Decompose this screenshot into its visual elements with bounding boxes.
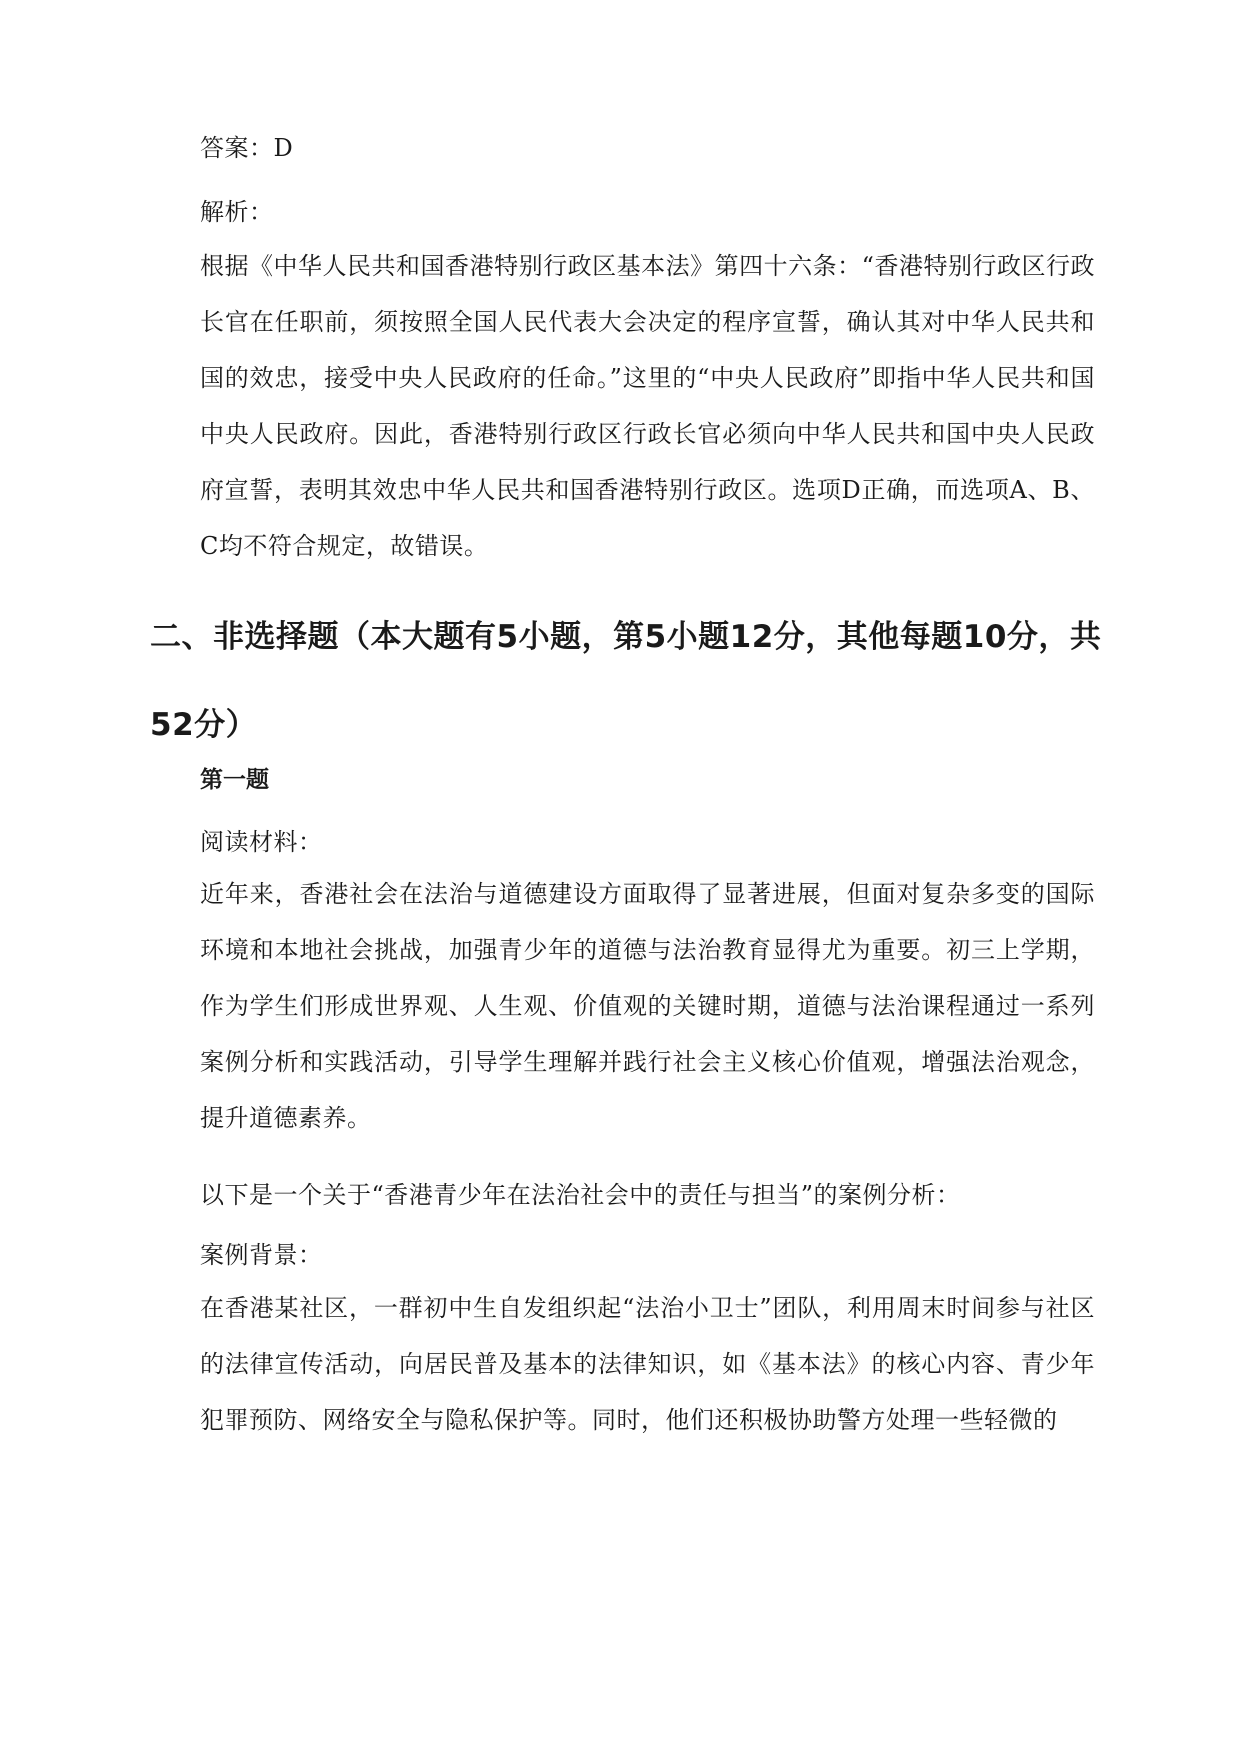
- reading-label: 阅读材料：: [200, 828, 323, 856]
- question-title: 第一题: [200, 767, 269, 793]
- case-background-label: 案例背景：: [200, 1241, 323, 1269]
- analysis-paragraph: 根据《中华人民共和国香港特别行政区基本法》第四十六条：“香港特别行政区行政长官在任职前，须按照全国人民代表大会决定的程序宣誓，确认其对中华人民共和国的效忠，接受中央人民政府的任命。”这里的“中央人民政府”即指中华人民共和国中央人民政府。因此，香港特别行政区行政长官必须向中华人民共和国中央人民政府宣誓，表明其效忠中华人民共和国香港特别行政区。选项D正确，而选项A、B、C均不符合规定，故错误。: [200, 252, 1095, 560]
- section-heading: 二、非选择题（本大题有5小题，第5小题12分，其他每题10分，共52分）: [150, 619, 1102, 743]
- answer-label: 答案：D: [200, 134, 294, 162]
- case-intro: 以下是一个关于“香港青少年在法治社会中的责任与担当”的案例分析：: [200, 1181, 961, 1209]
- reading-paragraph: 近年来，香港社会在法治与道德建设方面取得了显著进展，但面对复杂多变的国际环境和本地社会挑战，加强青少年的道德与法治教育显得尤为重要。初三上学期，作为学生们形成世界观、人生观、价值观的关键时期，道德与法治课程通过一系列案例分析和实践活动，引导学生理解并践行社会主义核心价值观，增强法治观念，提升道德素养。: [200, 880, 1095, 1132]
- analysis-label: 解析：: [200, 198, 274, 226]
- case-background-paragraph: 在香港某社区，一群初中生自发组织起“法治小卫士”团队，利用周末时间参与社区的法律宣传活动，向居民普及基本的法律知识，如《基本法》的核心内容、青少年犯罪预防、网络安全与隐私保护等。同时，他们还积极协助警方处理一些轻微的: [200, 1294, 1095, 1434]
